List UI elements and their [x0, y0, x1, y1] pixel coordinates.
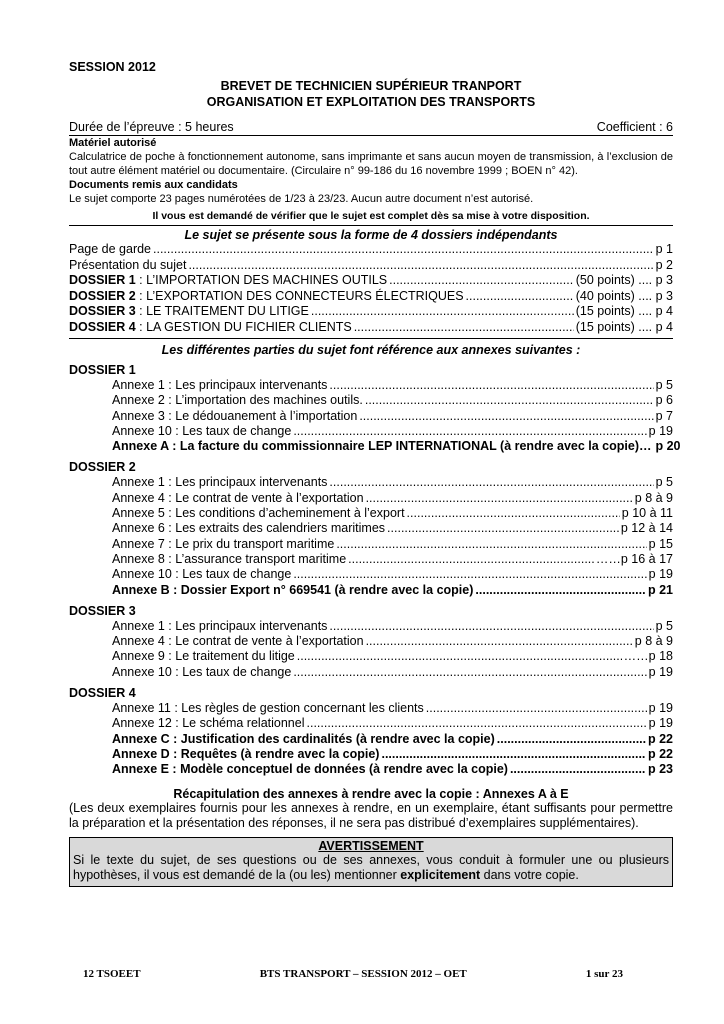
toc-page: p 2	[655, 257, 673, 272]
toc-heading: Le sujet se présente sous la forme de 4 dossiers indépendants	[184, 228, 558, 242]
annex-list	[69, 619, 673, 680]
annex-label: Annexe D : Requêtes (à rendre avec la copie)	[112, 746, 380, 761]
toc-label	[69, 304, 309, 320]
annex-list	[69, 701, 673, 777]
toc-title: : LA GESTION DU FICHIER CLIENTS	[135, 319, 352, 334]
recap-text: (Les deux exemplaires fournis pour les annexes à rendre, en un exemplaire, étant suffisants pour permettre la préparation et la présentation des réponses, il ne sera pas distribué d’exemplaires supplémentaires).	[69, 800, 673, 831]
annex-row	[112, 491, 673, 506]
dot-leader	[359, 409, 653, 424]
dot-leader	[366, 491, 633, 506]
materiel-heading: Matériel autorisé	[69, 137, 157, 149]
dot-leader	[475, 583, 646, 598]
annex-label: Annexe 4 : Le contrat de vente à l’exportation	[112, 634, 364, 649]
toc-row	[69, 289, 673, 305]
annex-row	[112, 567, 673, 582]
annex-row	[112, 665, 673, 680]
footer-page-number: 1 sur 23	[585, 968, 623, 980]
toc-title: Présentation du sujet	[69, 257, 187, 272]
annex-page: p 5	[655, 378, 673, 392]
annex-page: p 22	[647, 731, 673, 746]
dot-leader	[329, 619, 653, 634]
annex-page: p 19	[648, 664, 673, 679]
toc-row	[69, 273, 673, 289]
annex-row	[112, 701, 673, 716]
dot-leader	[329, 475, 653, 490]
dot-leader	[311, 304, 574, 320]
toc-title: Page de garde	[69, 242, 152, 256]
toc-page: (15 points) .... p 4	[575, 304, 673, 318]
annex-label: Annexe 4 : Le contrat de vente à l’exportation	[112, 490, 364, 505]
annex-page: p 23	[647, 762, 673, 777]
annex-row	[112, 537, 673, 552]
annex-row	[112, 619, 673, 634]
documents-heading: Documents remis aux candidats	[69, 179, 238, 191]
toc-label	[69, 289, 464, 305]
toc-title: : LE TRAITEMENT DU LITIGE	[135, 304, 309, 318]
warning-text	[73, 853, 669, 884]
annex-row	[112, 424, 673, 439]
annex-page: p 19	[648, 716, 673, 731]
dossier-title: DOSSIER 3	[69, 603, 136, 618]
annex-label: Annexe 3 : Le dédouanement à l’importation	[112, 408, 358, 423]
dot-leader	[426, 701, 647, 716]
annex-page: p 12 à 14	[620, 521, 673, 536]
toc-page: (40 points) .... p 3	[575, 288, 673, 303]
annex-row	[112, 506, 673, 521]
annex-label: Annexe C : Justification des cardinalités (à rendre avec la copie)	[112, 731, 495, 746]
annex-row	[112, 552, 673, 567]
annex-label: Annexe 8 : L’assurance transport maritime	[112, 551, 347, 566]
dot-leader	[510, 762, 646, 777]
exam-title-line-1: BREVET DE TECHNICIEN SUPÉRIEUR TRANPORT	[220, 79, 522, 93]
annex-page: p 15	[648, 536, 673, 551]
annex-label: Annexe 11 : Les règles de gestion concernant les clients	[112, 701, 424, 716]
annex-list	[69, 475, 673, 597]
dossier-title: DOSSIER 4	[69, 686, 136, 701]
dot-leader	[293, 424, 646, 439]
annex-label: Annexe 7 : Le prix du transport maritime	[112, 536, 335, 551]
annex-page: p 5	[655, 618, 673, 633]
recap-heading: Récapitulation des annexes à rendre avec la copie : Annexes A à E	[173, 786, 569, 801]
dot-leader	[348, 552, 594, 567]
warning-box	[69, 837, 673, 887]
dot-leader	[293, 567, 646, 582]
documents-text: Le sujet comporte 23 pages numérotées de 1/23 à 23/23. Aucun autre document n’est autorisé.	[69, 193, 534, 205]
annex-label: Annexe 1 : Les principaux intervenants	[112, 475, 328, 490]
toc-label	[69, 242, 151, 258]
coefficient: Coefficient : 6	[596, 120, 673, 134]
annex-label: Annexe A : La facture du commissionnaire LEP INTERNATIONAL (à rendre avec la copie)…	[112, 439, 652, 454]
toc-page: (50 points) .... p 3	[575, 273, 673, 287]
dot-leader	[381, 747, 646, 762]
annex-row	[112, 475, 673, 490]
annex-label: Annexe 9 : Le traitement du litige	[112, 649, 295, 664]
dot-leader	[497, 732, 646, 747]
dot-leader	[336, 537, 646, 552]
toc-row	[69, 242, 673, 258]
annex-label: Annexe E : Modèle conceptuel de données (à rendre avec la copie)	[112, 762, 508, 777]
annex-row	[112, 762, 673, 777]
toc-dossier-name: DOSSIER 3	[69, 304, 136, 318]
dot-leader	[389, 273, 574, 289]
toc-row	[69, 304, 673, 320]
annex-label: Annexe 10 : Les taux de change	[112, 423, 292, 438]
annex-label: Annexe 6 : Les extraits des calendriers maritimes	[112, 521, 386, 536]
annex-list	[69, 378, 681, 454]
warning-title: AVERTISSEMENT	[318, 838, 424, 853]
annex-page: p 22	[647, 746, 673, 761]
toc-dossier-name: DOSSIER 4	[69, 319, 136, 334]
footer-title: BTS TRANSPORT – SESSION 2012 – OET	[259, 968, 467, 980]
toc-title: : L’IMPORTATION DES MACHINES OUTILS	[135, 273, 388, 287]
dot-leader	[365, 393, 654, 408]
annex-row	[112, 409, 673, 424]
annex-label: Annexe 1 : Les principaux intervenants	[112, 378, 328, 392]
exam-cover-page	[69, 60, 681, 887]
annex-label: Annexe 5 : Les conditions d’acheminement à l’export	[112, 506, 405, 521]
annex-row	[112, 393, 673, 408]
annex-page: p 19	[648, 423, 673, 438]
duration-row	[69, 120, 673, 136]
annex-page: p 6	[655, 393, 673, 408]
dot-leader	[307, 716, 647, 731]
annex-page: ……p 16 à 17	[595, 551, 673, 566]
annex-row	[112, 378, 673, 393]
dot-leader	[354, 320, 574, 336]
annex-label: Annexe 10 : Les taux de change	[112, 664, 292, 679]
annex-row	[112, 521, 673, 536]
annex-label: Annexe 12 : Le schéma relationnel	[112, 716, 305, 731]
verification-notice: Il vous est demandé de vérifier que le sujet est complet dès sa mise à votre disposition.	[69, 210, 673, 226]
page-footer	[83, 968, 623, 980]
session-label: SESSION 2012	[69, 60, 156, 74]
dot-leader	[387, 521, 619, 536]
annex-row	[112, 634, 673, 649]
annex-label: Annexe 1 : Les principaux intervenants	[112, 618, 328, 633]
duration: Durée de l’épreuve : 5 heures	[69, 120, 234, 134]
dot-leader	[407, 506, 620, 521]
materiel-text: Calculatrice de poche à fonctionnement autonome, sans imprimante et sans aucun moyen de transmission, à l’exclusion de tout autre élément matériel ou documentaire. (Circulaire n° 99-186 du 16 novembre 1999 ; BOEN n° 42).	[69, 151, 673, 177]
toc-dossier-name: DOSSIER 2	[69, 288, 136, 303]
toc-row	[69, 320, 673, 336]
annex-page: p 8 à 9	[634, 490, 673, 505]
annex-label: Annexe B : Dossier Export n° 669541 (à rendre avec la copie)	[112, 582, 474, 597]
warning-text-after: dans votre copie.	[480, 868, 579, 883]
annex-label: Annexe 2 : L’importation des machines outils.	[112, 393, 363, 408]
dot-leader	[329, 378, 653, 393]
annexes-heading: Les différentes parties du sujet font référence aux annexes suivantes :	[161, 343, 581, 357]
dot-leader	[293, 665, 646, 680]
annex-page: ……p 18	[623, 649, 673, 664]
annexes-list	[69, 362, 681, 778]
annex-page: p 7	[655, 408, 673, 423]
annex-row	[112, 716, 673, 731]
annex-page: p 20	[655, 439, 681, 454]
annex-row	[112, 649, 673, 664]
toc-page: p 1	[655, 242, 673, 256]
annex-page: p 21	[647, 582, 673, 597]
warning-text-before: Si le texte du sujet, de ses questions ou de ses annexes, vous conduit à formuler une ou plusieurs hypothèses, il vous est demandé de la (ou les) mentionner	[73, 852, 669, 883]
exam-title	[69, 78, 673, 110]
footer-code: 12 TSOEET	[83, 968, 141, 980]
dossier-title: DOSSIER 1	[69, 363, 136, 377]
annex-page: p 19	[648, 567, 673, 582]
toc-label	[69, 273, 387, 289]
annex-page: p 5	[655, 475, 673, 490]
warning-text-emphasis: explicitement	[400, 868, 481, 883]
annex-page: p 19	[648, 701, 673, 716]
annex-label: Annexe 10 : Les taux de change	[112, 567, 292, 582]
exam-title-line-2: ORGANISATION ET EXPLOITATION DES TRANSPORTS	[206, 95, 536, 109]
annex-page: p 8 à 9	[634, 634, 673, 649]
dot-leader	[153, 242, 654, 258]
annex-row	[112, 439, 681, 454]
annex-row	[112, 732, 673, 747]
toc-list	[69, 242, 673, 335]
toc-row	[69, 258, 673, 274]
dossier-title: DOSSIER 2	[69, 460, 136, 475]
toc-page: (15 points) .... p 4	[575, 319, 673, 334]
dot-leader	[366, 634, 633, 649]
dot-leader	[297, 649, 622, 664]
toc-dossier-name: DOSSIER 1	[69, 273, 136, 287]
divider	[69, 338, 673, 339]
dot-leader	[466, 289, 574, 305]
toc-label	[69, 258, 186, 274]
annex-page: p 10 à 11	[621, 506, 673, 521]
dot-leader	[188, 258, 653, 274]
annex-row	[112, 583, 673, 598]
annex-row	[112, 747, 673, 762]
toc-title: : L’EXPORTATION DES CONNECTEURS ÉLECTRIQUES	[135, 288, 464, 303]
toc-label	[69, 320, 352, 336]
